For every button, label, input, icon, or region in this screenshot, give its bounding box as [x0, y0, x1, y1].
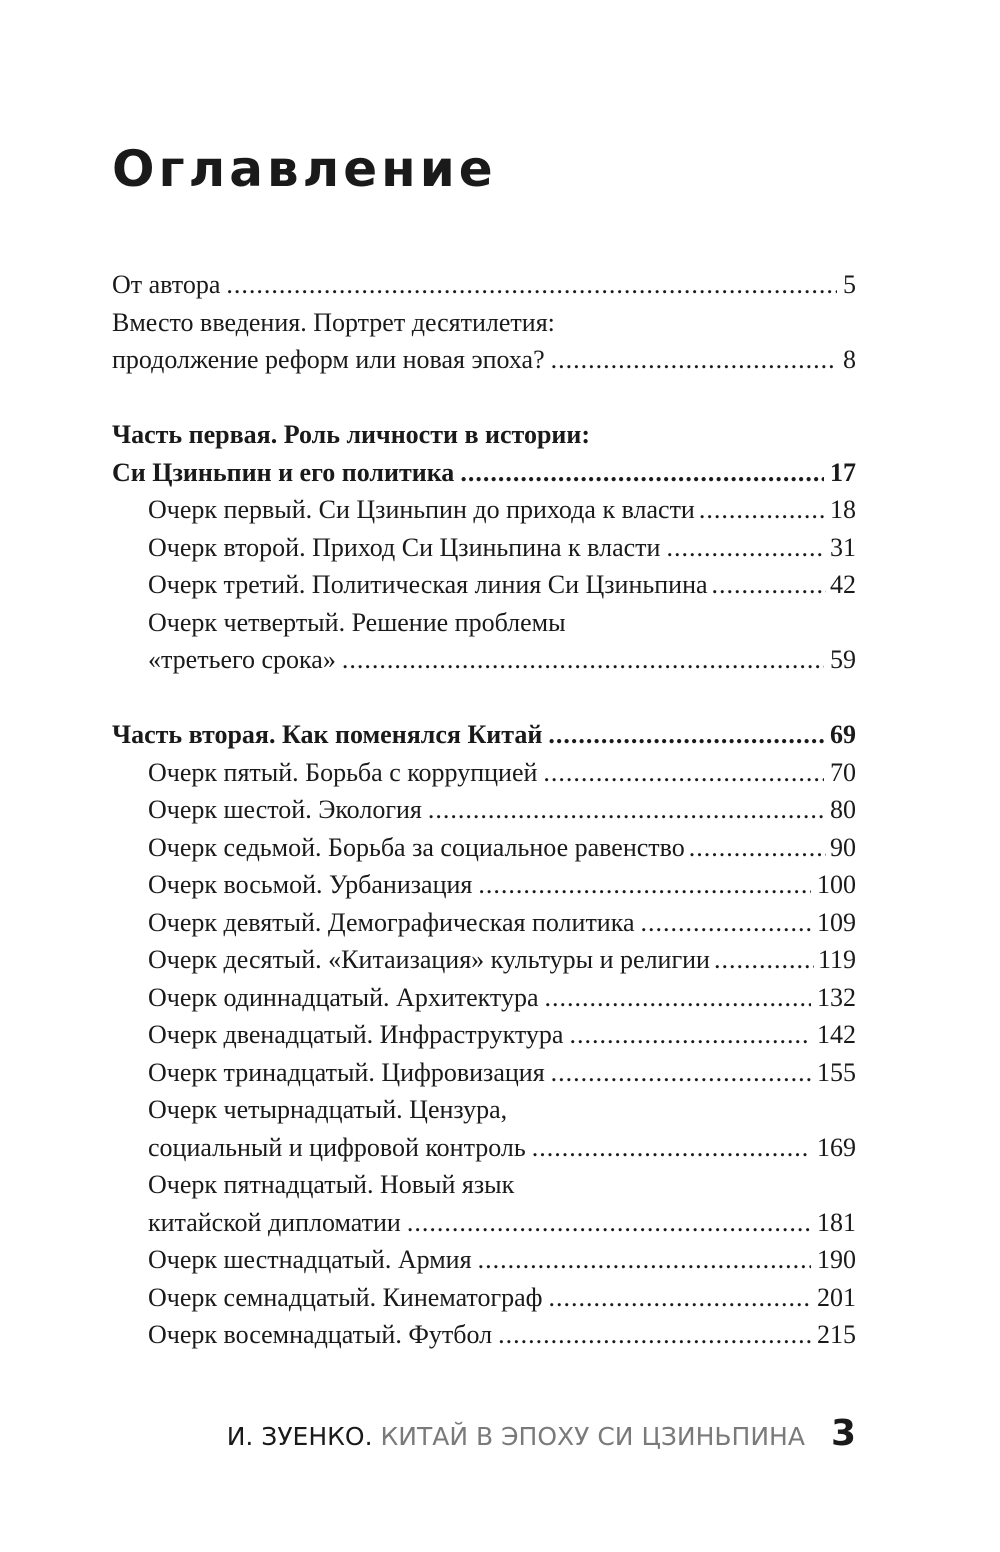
footer-author: И. ЗУЕНКО.	[226, 1422, 373, 1451]
dot-leader	[532, 1129, 811, 1167]
toc-entry[interactable]	[112, 754, 856, 792]
toc-entry[interactable]	[112, 566, 856, 604]
toc-page-number: 119	[817, 945, 856, 974]
toc-entry-title: Часть вторая. Как поменялся Китай	[112, 720, 543, 749]
toc-entry-title: Очерк третий. Политическая линия Си Цзиньпина	[148, 570, 708, 599]
toc-entry-title: Очерк четвертый. Решение проблемы	[148, 607, 566, 637]
dot-leader	[689, 829, 826, 867]
toc-entry[interactable]	[112, 1129, 856, 1167]
toc-entry-title: Очерк седьмой. Борьба за социальное равенство	[148, 832, 685, 862]
toc-page-number: 142	[817, 1020, 856, 1049]
toc-entry[interactable]	[112, 529, 856, 567]
toc-entry-title: социальный и цифровой контроль	[148, 1132, 526, 1162]
dot-leader	[551, 1054, 811, 1092]
toc-page-number: 132	[817, 982, 856, 1012]
dot-leader	[551, 341, 837, 379]
toc-entry-title: Вместо введения. Портрет десятилетия:	[112, 307, 555, 337]
toc-entry-title: «третьего срока»	[148, 645, 336, 674]
toc-entry-title: китайской дипломатии	[148, 1207, 401, 1237]
dot-leader	[226, 266, 837, 304]
toc-entry-title: Си Цзиньпин и его политика	[112, 457, 455, 487]
toc-entry-title: Очерк второй. Приход Си Цзиньпина к власти	[148, 532, 661, 562]
dot-leader	[498, 1316, 811, 1354]
toc-entry-title: Очерк семнадцатый. Кинематограф	[148, 1282, 543, 1312]
dot-leader	[342, 641, 824, 679]
dot-leader	[569, 1016, 811, 1054]
toc-entry[interactable]	[112, 1166, 856, 1204]
dot-leader	[544, 979, 811, 1017]
page-title: Оглавление	[112, 140, 497, 198]
dot-leader	[478, 1241, 811, 1279]
dot-leader	[428, 791, 824, 829]
toc-entry-title: Очерк одиннадцатый. Архитектура	[148, 982, 539, 1012]
toc-entry-title: Очерк шестой. Экология	[148, 795, 422, 824]
toc-entry-title: Очерк шестнадцатый. Армия	[148, 1245, 472, 1274]
table-of-contents	[112, 266, 856, 1354]
toc-page-number: 69	[830, 720, 856, 749]
toc-page-number: 90	[830, 832, 856, 862]
toc-page-number: 155	[817, 1057, 856, 1087]
toc-entry[interactable]	[112, 1204, 856, 1242]
dot-leader	[641, 904, 812, 942]
toc-entry[interactable]	[112, 1241, 856, 1279]
toc-entry-title: Очерк двенадцатый. Инфраструктура	[148, 1020, 564, 1049]
toc-entry-title: Часть первая. Роль личности в истории:	[112, 420, 591, 449]
dot-leader	[549, 1279, 811, 1317]
section-gap	[112, 679, 856, 717]
toc-page-number: 31	[830, 532, 856, 562]
toc-entry[interactable]	[112, 604, 856, 642]
page-number: 3	[830, 1413, 856, 1454]
toc-entry-title: Очерк тринадцатый. Цифровизация	[148, 1057, 545, 1087]
toc-entry[interactable]	[112, 979, 856, 1017]
toc-entry[interactable]	[112, 1016, 856, 1054]
toc-page-number: 181	[817, 1207, 856, 1237]
toc-page-number: 169	[817, 1132, 856, 1162]
toc-entry-title: Очерк четырнадцатый. Цензура,	[148, 1095, 508, 1124]
toc-page-number: 100	[817, 870, 856, 899]
dot-leader	[460, 454, 824, 492]
toc-part-heading[interactable]	[112, 454, 856, 492]
dot-leader	[714, 941, 814, 979]
toc-entry[interactable]	[112, 829, 856, 867]
toc-entry[interactable]	[112, 341, 856, 379]
toc-part-heading[interactable]	[112, 416, 856, 454]
toc-page-number: 190	[817, 1245, 856, 1274]
toc-page-number: 201	[817, 1282, 856, 1312]
toc-entry-title: Очерк пятый. Борьба с коррупцией	[148, 757, 538, 787]
toc-page-number: 80	[830, 795, 856, 824]
toc-entry[interactable]	[112, 941, 856, 979]
toc-entry[interactable]	[112, 866, 856, 904]
toc-entry[interactable]	[112, 266, 856, 304]
dot-leader	[478, 866, 811, 904]
dot-leader	[548, 716, 824, 754]
toc-page-number: 8	[843, 345, 856, 374]
toc-page-number: 17	[830, 457, 856, 487]
dot-leader	[407, 1204, 811, 1242]
toc-part-heading[interactable]	[112, 716, 856, 754]
toc-entry-title: Очерк десятый. «Китаизация» культуры и религии	[148, 945, 710, 974]
toc-page-number: 215	[817, 1320, 856, 1349]
toc-entry-title: продолжение реформ или новая эпоха?	[112, 345, 545, 374]
toc-entry[interactable]	[112, 1316, 856, 1354]
toc-entry[interactable]	[112, 1091, 856, 1129]
toc-page-number: 59	[830, 645, 856, 674]
dot-leader	[699, 491, 826, 529]
toc-entry-title: Очерк восемнадцатый. Футбол	[148, 1320, 493, 1349]
dot-leader	[712, 566, 826, 604]
toc-entry-title: Очерк первый. Си Цзиньпин до прихода к власти	[148, 495, 695, 524]
section-gap	[112, 379, 856, 417]
running-footer	[226, 1413, 856, 1454]
toc-entry[interactable]	[112, 791, 856, 829]
toc-entry[interactable]	[112, 1279, 856, 1317]
toc-entry[interactable]	[112, 1054, 856, 1092]
toc-page-number: 109	[817, 907, 856, 937]
dot-leader	[666, 529, 824, 567]
toc-entry[interactable]	[112, 304, 856, 342]
footer-book-title: КИТАЙ В ЭПОХУ СИ ЦЗИНЬПИНА	[380, 1422, 805, 1451]
toc-page-number: 5	[843, 270, 856, 299]
toc-page-number: 70	[830, 757, 856, 787]
toc-entry[interactable]	[112, 904, 856, 942]
toc-entry-title: Очерк пятнадцатый. Новый язык	[148, 1170, 515, 1199]
toc-entry[interactable]	[112, 491, 856, 529]
toc-entry[interactable]	[112, 641, 856, 679]
toc-entry-title: Очерк девятый. Демографическая политика	[148, 907, 635, 937]
toc-page-number: 42	[830, 570, 856, 599]
dot-leader	[543, 754, 824, 792]
toc-page-number: 18	[830, 495, 856, 524]
toc-entry-title: Очерк восьмой. Урбанизация	[148, 870, 473, 899]
toc-entry-title: От автора	[112, 270, 221, 299]
